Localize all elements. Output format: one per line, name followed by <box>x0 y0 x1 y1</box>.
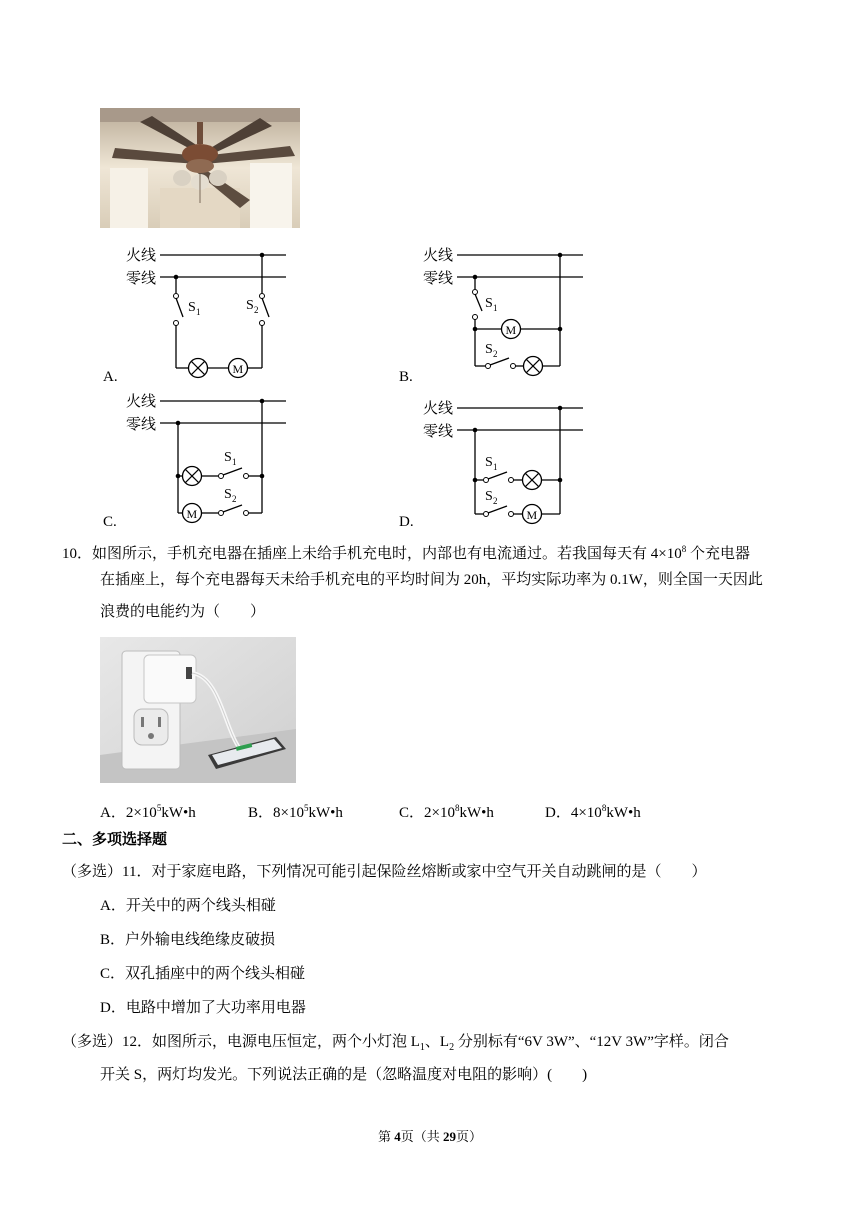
live-wire-label: 火线 <box>126 248 157 264</box>
motor-symbol: M <box>232 362 244 376</box>
svg-text:M: M <box>505 323 517 337</box>
q12-stem-line-2: 开关 S，两灯均发光。下列说法正确的是（忽略温度对电阻的影响）( ) <box>100 1067 588 1083</box>
svg-text:M: M <box>186 507 198 521</box>
q10-option-c: C．$2\times 10^8kW•h$ <box>399 803 494 821</box>
q10-stem-line-3: 浪费的电能约为（ ） <box>100 604 266 620</box>
q10-stem-line-1: 10．如图所示，手机充电器在插座上未给手机充电时，内部也有电流通过。若我国每天有 $4\times 10^8$ 个充电器 <box>62 544 750 562</box>
q10-option-b: B．$8\times 10^5kW•h$ <box>248 803 343 821</box>
svg-text:零线: 零线 <box>423 424 454 440</box>
q10-stem-line-2: 在插座上，每个充电器每天未给手机充电的平均时间为 20h，平均实际功率为 0.1W，则全国一天因此 <box>100 572 763 588</box>
q11-option-a: A．开关中的两个线头相碰 <box>100 898 276 914</box>
option-a-label: A. <box>103 369 118 385</box>
phone-charger-photo <box>100 637 296 783</box>
svg-text:2: 2 <box>232 494 237 504</box>
svg-text:零线: 零线 <box>126 417 157 433</box>
q11-option-c: C．双孔插座中的两个线头相碰 <box>100 966 306 982</box>
svg-text:火线: 火线 <box>126 394 157 410</box>
circuit-diagram-d <box>423 398 593 533</box>
svg-text:2: 2 <box>493 496 498 506</box>
svg-text:2: 2 <box>254 305 259 315</box>
option-b-label: B. <box>399 369 413 385</box>
svg-text:M: M <box>526 508 538 522</box>
svg-text:火线: 火线 <box>423 248 454 264</box>
circuit-diagram-c <box>126 391 296 531</box>
svg-text:S: S <box>485 342 493 357</box>
svg-text:S: S <box>485 455 493 470</box>
circuit-diagram-a <box>126 245 296 385</box>
q11-option-b: B．户外输电线绝缘皮破损 <box>100 932 276 948</box>
svg-text:1: 1 <box>232 457 237 467</box>
svg-text:火线: 火线 <box>423 401 454 417</box>
svg-text:1: 1 <box>493 303 498 313</box>
q11-stem: （多选）11．对于家庭电路，下列情况可能引起保险丝熔断或家中空气开关自动跳闸的是（ ） <box>62 864 707 880</box>
section-title: 二、多项选择题 <box>62 832 168 848</box>
q11-option-d: D．电路中增加了大功率用电器 <box>100 1000 306 1016</box>
svg-text:2: 2 <box>493 349 498 359</box>
q10-option-a: A．$2\times 10^5kW•h$ <box>100 803 196 821</box>
svg-text:S: S <box>485 489 493 504</box>
svg-text:S: S <box>224 450 232 465</box>
q10-option-d: D．$4\times 10^8kW•h$ <box>545 803 641 821</box>
option-c-label: C. <box>103 514 117 530</box>
q12-stem-line-1: （多选）12．如图所示，电源电压恒定，两个小灯泡 $L_1$、$L_2$ 分别标有“6V 3W”、“12V 3W”字样。闭合 <box>62 1034 729 1053</box>
svg-text:1: 1 <box>493 462 498 472</box>
svg-text:S: S <box>246 298 254 313</box>
svg-text:S: S <box>188 300 196 315</box>
neutral-wire-label: 零线 <box>126 271 157 287</box>
svg-text:1: 1 <box>196 307 201 317</box>
page-footer: 第 4页（共 29页） <box>377 1129 483 1144</box>
ceiling-fan-photo <box>100 108 300 228</box>
svg-text:S: S <box>224 487 232 502</box>
option-d-label: D. <box>399 514 414 530</box>
svg-text:零线: 零线 <box>423 271 454 287</box>
circuit-diagram-b <box>423 245 593 385</box>
svg-text:S: S <box>485 296 493 311</box>
